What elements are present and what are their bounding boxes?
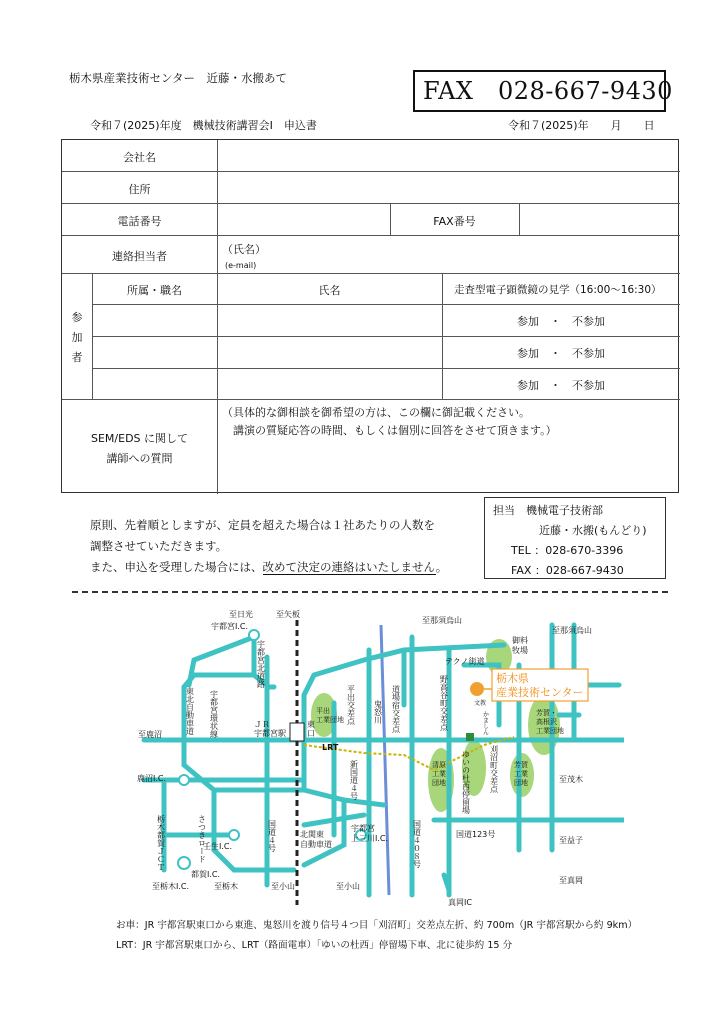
- svg-text:芳賀: 芳賀: [514, 761, 528, 769]
- svg-text:高根沢: 高根沢: [536, 718, 557, 726]
- svg-text:テクノ街道: テクノ街道: [445, 657, 485, 666]
- svg-text:御料: 御料: [512, 636, 528, 645]
- addressee-line: 栃木県産業技術センター 近藤・水搬あて: [69, 71, 288, 85]
- svg-text:壬生I.C.: 壬生I.C.: [203, 842, 233, 851]
- access-map: [104, 605, 624, 910]
- contact-names: 近藤・水搬(もんどり): [539, 524, 647, 537]
- svg-text:さつきロード: さつきロード: [197, 815, 207, 863]
- svg-text:工業: 工業: [514, 770, 528, 778]
- company-input[interactable]: [219, 141, 679, 170]
- address-label: 住所: [128, 183, 151, 196]
- cut-line: [72, 591, 668, 593]
- target-label-line2: 産業技術センター: [496, 686, 584, 699]
- bus-stop-icon: [466, 733, 474, 741]
- svg-text:至栃木: 至栃木: [214, 882, 238, 891]
- svg-text:至栃木I.C.: 至栃木I.C.: [152, 882, 190, 891]
- target-location-marker: [470, 682, 484, 696]
- svg-text:牧場: 牧場: [512, 646, 528, 655]
- question-label-line2: 講師への質問: [106, 452, 173, 465]
- svg-text:至日光: 至日光: [229, 610, 253, 619]
- phone-input[interactable]: [219, 205, 389, 234]
- svg-text:至矢板: 至矢板: [276, 610, 300, 619]
- svg-text:北関東: 北関東: [300, 830, 324, 839]
- svg-text:至那須烏山: 至那須烏山: [422, 616, 462, 625]
- question-note-line2: 講演の質疑応答の時間、もしくは個別に回答をさせて頂きます。）: [233, 424, 557, 437]
- svg-text:宇都宮環状線: 宇都宮環状線: [209, 690, 219, 738]
- svg-text:道場宿交差点: 道場宿交差点: [391, 685, 401, 733]
- svg-text:野高谷町交差点: 野高谷町交差点: [439, 675, 449, 731]
- contact-box: [484, 497, 666, 579]
- attend-option-1[interactable]: 参加 ・ 不参加: [517, 315, 605, 328]
- svg-text:新国道４号: 新国道４号: [349, 760, 359, 800]
- svg-text:ＪＲ: ＪＲ: [254, 720, 270, 729]
- notice-text: 原則、先着順としますが、定員を超えた場合は１社あたりの人数を 調整させていただきます。 また、申込を受理した場合には、改めて決定の連絡はいたしません。: [90, 518, 448, 574]
- directions-car: お車：JR 宇都宮駅東口から東進、鬼怒川を渡り信号４つ目「刈沼町」交差点左折、約 700m（JR 宇都宮駅から約 9km）: [116, 920, 638, 931]
- question-label-line1: SEM/EDS に関して: [90, 432, 189, 445]
- svg-text:宇都宮北道路: 宇都宮北道路: [256, 640, 266, 688]
- contact-dept: 担当 機械電子技術部: [493, 504, 603, 517]
- svg-text:至真岡: 至真岡: [559, 876, 583, 885]
- application-form: [61, 139, 679, 493]
- svg-text:工業団地: 工業団地: [536, 727, 564, 735]
- svg-text:鹿沼I.C.: 鹿沼I.C.: [137, 774, 167, 783]
- svg-text:平出交差点: 平出交差点: [346, 685, 356, 725]
- company-label: 会社名: [123, 151, 156, 164]
- attend-option-3[interactable]: 参加 ・ 不参加: [517, 379, 605, 392]
- document-title: 令和７(2025)年度 機械技術講習会Ⅰ 申込書: [90, 119, 317, 132]
- fax-number-box: FAX 028-667-9430: [413, 70, 666, 112]
- question-note-line1: （具体的な御相談を御希望の方は、この欄に御記載ください。: [222, 406, 530, 419]
- svg-text:文教: 文教: [474, 700, 487, 707]
- svg-text:刈沼町交差点: 刈沼町交差点: [489, 745, 499, 793]
- svg-text:栃木都賀ＪＣＴ: 栃木都賀ＪＣＴ: [156, 815, 166, 871]
- jr-station-icon: [290, 723, 304, 741]
- svg-text:宇都宮I.C.: 宇都宮I.C.: [211, 622, 249, 631]
- svg-text:口: 口: [307, 729, 315, 738]
- svg-text:至益子: 至益子: [559, 836, 583, 845]
- address-input[interactable]: [219, 173, 679, 202]
- svg-text:工業団地: 工業団地: [316, 716, 344, 724]
- participants-label: 参 加 者: [71, 311, 83, 364]
- svg-text:至茂木: 至茂木: [559, 775, 583, 784]
- svg-text:団地: 団地: [514, 779, 528, 787]
- svg-text:真岡IC: 真岡IC: [448, 898, 472, 907]
- fax-label: FAX番号: [433, 215, 476, 228]
- phone-label: 電話番号: [117, 215, 162, 228]
- svg-text:芳賀・: 芳賀・: [536, 709, 557, 717]
- svg-text:国道４号: 国道４号: [267, 820, 277, 852]
- dept-column-header: 所属・職名: [127, 284, 182, 297]
- contact-tel: TEL ：028-670-3396: [511, 544, 624, 557]
- svg-text:LRT: LRT: [322, 743, 339, 752]
- svg-text:平出: 平出: [316, 707, 330, 715]
- kinugawa-river: [381, 625, 389, 895]
- svg-text:至小山: 至小山: [336, 882, 360, 891]
- fax-input[interactable]: [521, 205, 679, 234]
- svg-text:国道４０８号: 国道４０８号: [412, 820, 422, 868]
- svg-text:至小山: 至小山: [271, 882, 295, 891]
- svg-text:東北自動車道: 東北自動車道: [185, 687, 195, 735]
- svg-text:至那須烏山: 至那須烏山: [552, 626, 592, 635]
- contact-fax: FAX ：028-667-9430: [511, 564, 624, 577]
- svg-text:上三川I.C.: 上三川I.C.: [351, 834, 389, 843]
- svg-text:国道123号: 国道123号: [456, 830, 496, 839]
- date-line: 令和７(2025)年 月 日: [508, 119, 655, 132]
- svg-text:都賀I.C.: 都賀I.C.: [191, 870, 221, 879]
- svg-text:至鹿沼: 至鹿沼: [138, 730, 162, 739]
- sem-column-header: 走査型電子顕微鏡の見学（16:00～16:30）: [454, 284, 662, 296]
- svg-text:工業: 工業: [432, 770, 446, 778]
- contact-name-hint: （氏名）: [222, 243, 266, 256]
- svg-text:鬼怒川: 鬼怒川: [373, 700, 383, 724]
- target-label-line1: 栃木県: [496, 672, 529, 685]
- svg-text:宇都宮: 宇都宮: [351, 824, 375, 833]
- svg-text:団地: 団地: [432, 779, 446, 787]
- contact-email-hint: (e-mail): [225, 261, 257, 270]
- name-column-header: 氏名: [318, 284, 341, 297]
- contact-person-label: 連絡担当者: [112, 250, 167, 263]
- svg-text:清原: 清原: [432, 761, 446, 769]
- svg-text:自動車道: 自動車道: [300, 840, 332, 849]
- directions-lrt: LRT：JR 宇都宮駅東口から、LRT（路面電車）「ゆいの杜西」停留場下車、北に徒歩約 15 分: [116, 940, 513, 951]
- svg-text:宇都宮駅: 宇都宮駅: [254, 729, 286, 738]
- attend-option-2[interactable]: 参加 ・ 不参加: [517, 347, 605, 360]
- svg-text:東: 東: [307, 720, 315, 729]
- svg-text:かましん: かましん: [481, 711, 489, 735]
- svg-text:ゆいの杜西停留場: ゆいの杜西停留場: [461, 750, 471, 814]
